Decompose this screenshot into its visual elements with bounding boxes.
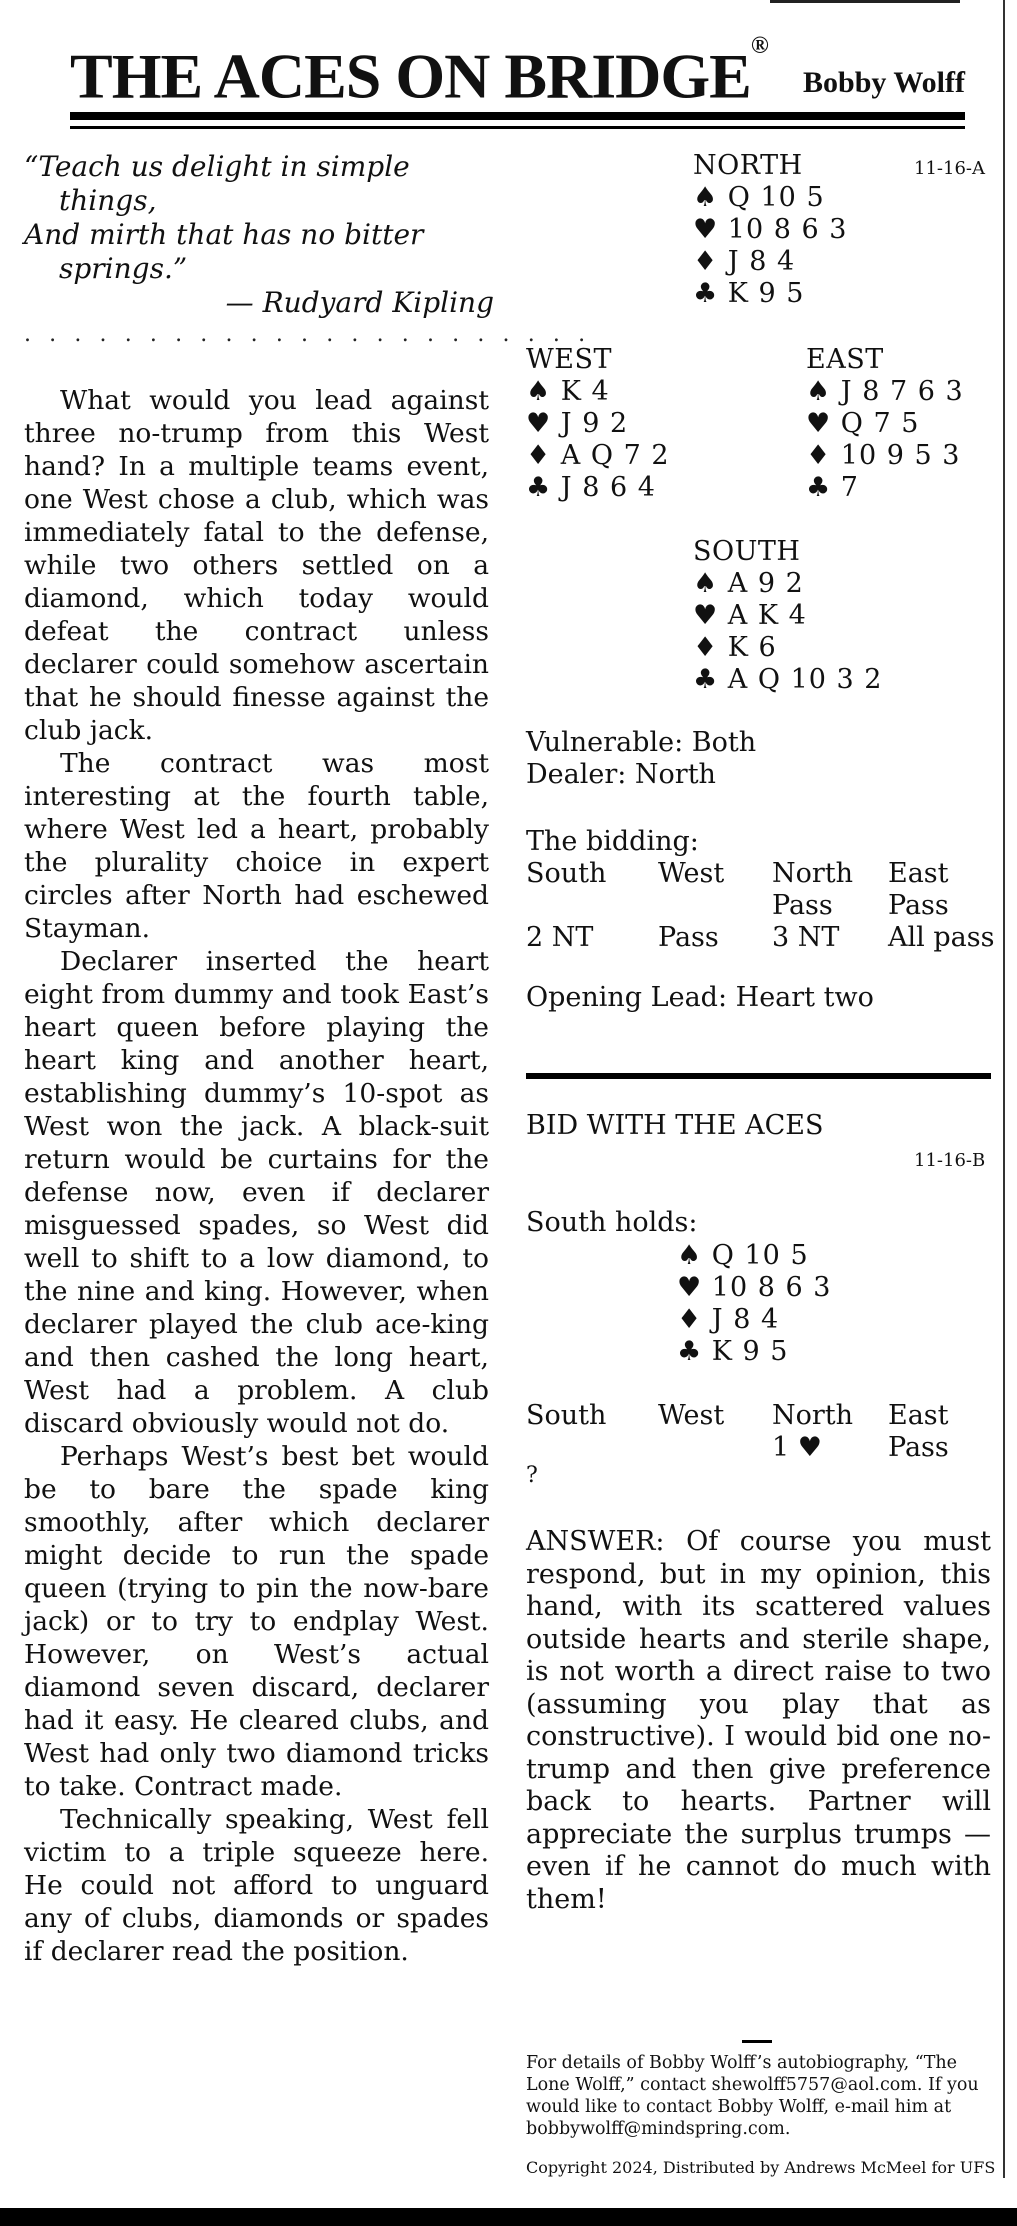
holds-label: South holds: xyxy=(526,1207,698,1238)
diamonds-holding: ♦ A Q 7 2 xyxy=(526,440,670,471)
bidding-cell: North xyxy=(772,858,854,889)
bidding-cell: 3 NT xyxy=(772,922,840,953)
bottom-bar xyxy=(0,2208,1017,2226)
hearts-holding: ♥ Q 7 5 xyxy=(806,408,920,439)
hand-label: NORTH xyxy=(693,150,803,181)
auction-cell: East xyxy=(888,1400,949,1431)
hand-label: EAST xyxy=(806,344,884,375)
west-hand xyxy=(526,344,670,504)
bidding-cell: 2 NT xyxy=(526,922,594,953)
auction-cell: North xyxy=(772,1400,854,1431)
bidding-cell: All pass xyxy=(888,922,995,953)
quote-line: And mirth that has no bitter xyxy=(24,218,424,251)
column-title xyxy=(70,32,768,112)
hearts-holding: ♥ 10 8 6 3 xyxy=(677,1272,832,1303)
article-paragraph: Declarer inserted the heart eight from dummy and took East’s heart queen before playing the heart king and another heart, establishing dummy’s 10-spot as West won the jack. A black-suit return would be curtains for the defense now, even if declarer misguessed spades, so West did well to shift to a low diamond, to the nine and king. However, when declarer played the club ace-king and then cashed the long heart, West had a problem. A club discard obviously would not do. xyxy=(24,946,489,1439)
auction-row xyxy=(526,1432,996,1464)
hand-label: WEST xyxy=(526,344,612,375)
article-paragraph: The contract was most interesting at the fourth table, where West led a heart, probably the plurality choice in expert circles after North had eschewed Stayman. xyxy=(24,748,489,944)
quote-line: things, xyxy=(59,184,157,217)
clubs-holding: ♣ K 9 5 xyxy=(677,1336,789,1367)
article-body xyxy=(24,384,489,1968)
bidding-table xyxy=(526,858,996,954)
hand-label: SOUTH xyxy=(693,536,801,567)
auction-cell: 1 ♥ xyxy=(772,1432,822,1463)
bidding-cell: South xyxy=(526,858,607,889)
auction-cell: West xyxy=(658,1400,725,1431)
auction-header-row xyxy=(526,1400,996,1432)
column-header xyxy=(70,32,965,132)
opening-lead: Opening Lead: Heart two xyxy=(526,982,874,1013)
bidding-row xyxy=(526,890,996,922)
bidding-cell: Pass xyxy=(658,922,719,953)
bid-code: 11-16-B xyxy=(914,1150,986,1171)
article-paragraph: What would you lead against three no-trump from this West hand? In a multiple teams event, one West chose a club, which was immediately fatal to the defense, while two others settled on a diamond, which today would defeat the contract unless declarer could somehow ascertain that he should finesse against the club jack. xyxy=(24,385,489,746)
bid-with-aces-title: BID WITH THE ACES xyxy=(526,1110,824,1141)
clubs-holding: ♣ J 8 6 4 xyxy=(526,472,656,503)
section-rule xyxy=(526,1073,991,1079)
deal-conditions xyxy=(526,727,756,791)
vulnerability: Vulnerable: Both xyxy=(526,727,757,758)
bidding-cell: Pass xyxy=(772,890,833,921)
article-paragraph: Perhaps West’s best bet would be to bare the spade king smoothly, after which declarer might decide to run the spade queen (trying to pin the now-bare jack) or to try to endplay West. However, on West’s actual diamond seven discard, declarer had it easy. He cleared clubs, and West had only two diamond tricks to take. Contract made. xyxy=(24,1441,489,1802)
spades-holding: ♠ Q 10 5 xyxy=(693,182,825,213)
diamonds-holding: ♦ K 6 xyxy=(693,632,777,663)
hearts-holding: ♥ J 9 2 xyxy=(526,408,629,439)
registered-mark: ® xyxy=(750,33,768,59)
clubs-holding: ♣ 7 xyxy=(806,472,859,503)
spades-holding: ♠ J 8 7 6 3 xyxy=(806,376,964,407)
south-hand xyxy=(693,536,882,696)
east-hand xyxy=(806,344,964,504)
diamonds-holding: ♦ J 8 4 xyxy=(693,246,796,277)
article-paragraph: Technically speaking, West fell victim to a triple squeeze here. He could not afford to unguard any of clubs, diamonds or spades if declarer read the position. xyxy=(24,1804,489,1967)
auction-cell: South xyxy=(526,1400,607,1431)
answer-text: ANSWER: Of course you must respond, but in my opinion, this hand, with its scattered values outside hearts and sterile shape, is not worth a direct raise to two (assuming you play that as constructive). I would bid one no-trump and then give preference back to hearts. Partner will appreciate the surplus trumps — even if he cannot do much with them! xyxy=(526,1526,991,1915)
footer-rule xyxy=(742,2040,772,2043)
bidding-header-row xyxy=(526,858,996,890)
diamonds-holding: ♦ 10 9 5 3 xyxy=(806,440,961,471)
top-rule xyxy=(770,0,960,3)
hearts-holding: ♥ 10 8 6 3 xyxy=(693,214,848,245)
south-holding xyxy=(677,1240,831,1368)
footer-note: For details of Bobby Wolff’s autobiography, “The Lone Wolff,” contact shewolff5757@aol.com. If you would like to contact Bobby Wolff, e-mail him at bobbywolff@mindspring.com. xyxy=(526,2053,979,2139)
bidding-cell: Pass xyxy=(888,890,949,921)
right-border-rule xyxy=(1003,0,1005,2178)
spades-holding: ♠ Q 10 5 xyxy=(677,1240,809,1271)
title-text: THE ACES ON BRIDGE xyxy=(70,40,751,112)
bidding-label: The bidding: xyxy=(526,826,699,857)
header-rule-thin xyxy=(70,126,965,129)
clubs-holding: ♣ K 9 5 xyxy=(693,278,805,309)
deal-code: 11-16-A xyxy=(914,158,985,179)
clubs-holding: ♣ A Q 10 3 2 xyxy=(693,664,883,695)
auction-cell: Pass xyxy=(888,1432,949,1463)
hearts-holding: ♥ A K 4 xyxy=(693,600,807,631)
quote-attribution: — Rudyard Kipling xyxy=(225,286,494,319)
dotted-divider: . . . . . . . . . . . . . . . . . . . . . . . xyxy=(24,322,591,347)
dealer: Dealer: North xyxy=(526,759,716,790)
copyright: Copyright 2024, Distributed by Andrews McMeel for UFS xyxy=(526,2158,996,2177)
byline: Bobby Wolff xyxy=(803,66,965,99)
question-mark: ? xyxy=(526,1463,538,1488)
auction-table xyxy=(526,1400,996,1464)
header-rule-thick xyxy=(70,112,965,120)
bidding-row xyxy=(526,922,996,954)
spades-holding: ♠ K 4 xyxy=(526,376,610,407)
quote-line: “Teach us delight in simple xyxy=(24,150,410,183)
quote-line: springs.” xyxy=(59,252,188,285)
epigraph xyxy=(24,150,494,320)
north-hand xyxy=(693,150,847,310)
bidding-cell: East xyxy=(888,858,949,889)
bidding-cell: West xyxy=(658,858,725,889)
diamonds-holding: ♦ J 8 4 xyxy=(677,1304,780,1335)
spades-holding: ♠ A 9 2 xyxy=(693,568,804,599)
